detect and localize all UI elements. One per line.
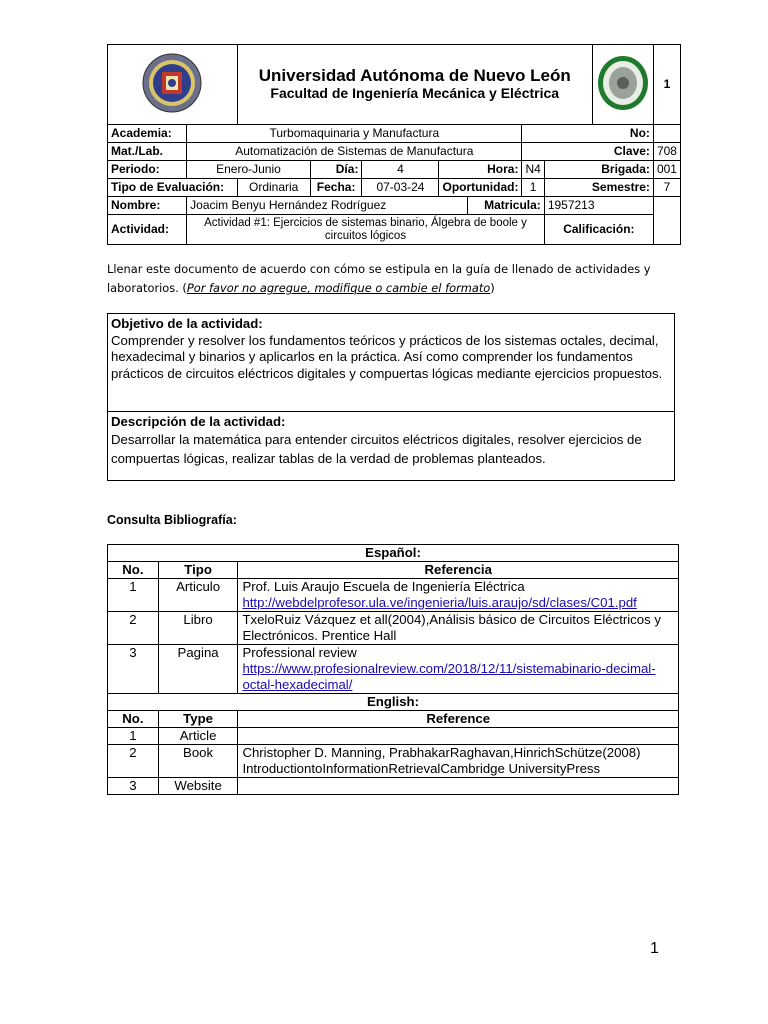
page-number: 1 xyxy=(650,940,659,957)
university-name: Universidad Autónoma de Nuevo León xyxy=(258,66,571,85)
row-no: 3 xyxy=(108,645,159,694)
reference-link[interactable]: http://webdelprofesor.ula.ve/ingenieria/luis.araujo/sd/clases/C01.pdf xyxy=(242,595,637,610)
row-no: 1 xyxy=(108,579,159,612)
table-row xyxy=(108,612,679,645)
spanish-section-title: Español: xyxy=(108,545,679,562)
periodo-value: Enero-Junio xyxy=(187,161,311,179)
dia-label: Día: xyxy=(310,161,362,179)
faculty-name: Facultad de Ingeniería Mecánica y Eléctrica xyxy=(270,85,560,101)
brigada-label: Brigada: xyxy=(544,161,653,179)
semestre-value: 7 xyxy=(653,179,680,197)
english-header-reference: Reference xyxy=(238,711,679,728)
clave-value: 708 xyxy=(653,143,680,161)
nombre-label: Nombre: xyxy=(108,197,187,215)
calificacion-label: Calificación: xyxy=(544,215,653,245)
uanl-seal-cell xyxy=(108,45,238,125)
row-type: Pagina xyxy=(158,645,238,694)
academia-value: Turbomaquinaria y Manufactura xyxy=(187,125,522,143)
fecha-value: 07-03-24 xyxy=(362,179,439,197)
row-type: Website xyxy=(158,778,238,795)
table-row xyxy=(108,645,679,694)
intro-close: ) xyxy=(490,281,495,295)
reference-text: Prof. Luis Araujo Escuela de Ingeniería Eléctrica xyxy=(242,579,525,594)
semestre-label: Semestre: xyxy=(544,179,653,197)
row-reference: Christopher D. Manning, PrabhakarRaghavan,HinrichSchütze(2008) IntroductiontoInformationRetrievalCambridge UniversityPress xyxy=(238,745,679,778)
bibliography-table xyxy=(107,544,679,795)
academia-label: Academia: xyxy=(108,125,187,143)
fime-seal-icon xyxy=(596,54,650,112)
no-label: No: xyxy=(522,125,653,143)
row-type: Articulo xyxy=(158,579,238,612)
reference-link[interactable]: https://www.profesionalreview.com/2018/12/11/sistemabinario-decimal-octal-hexadecimal/ xyxy=(242,661,656,692)
row-type: Book xyxy=(158,745,238,778)
description-title: Descripción de la actividad: xyxy=(111,414,286,429)
intro-italic-note: Por favor no agregue, modifique o cambie el formato xyxy=(186,281,491,295)
spanish-header-no: No. xyxy=(108,562,159,579)
row-type: Libro xyxy=(158,612,238,645)
actividad-value: Actividad #1: Ejercicios de sistemas binario, Álgebra de boole y circuitos lógicos xyxy=(187,215,545,245)
dia-value: 4 xyxy=(362,161,439,179)
calificacion-value xyxy=(653,197,680,245)
oportunidad-value: 1 xyxy=(522,179,544,197)
tipo-evaluacion-label: Tipo de Evaluación: xyxy=(108,179,238,197)
spanish-header-tipo: Tipo xyxy=(158,562,238,579)
brigada-value: 001 xyxy=(653,161,680,179)
header-title-cell xyxy=(237,45,592,125)
intro-paragraph xyxy=(107,260,687,298)
oportunidad-label: Oportunidad: xyxy=(439,179,522,197)
english-header-no: No. xyxy=(108,711,159,728)
hora-value: N4 xyxy=(522,161,544,179)
uanl-seal-icon xyxy=(142,52,202,114)
objective-text: Comprender y resolver los fundamentos teóricos y prácticos de los sistemas octales, decimal, hexadecimal y binarios y aplicarlos en la práctica. Así como comprender los fundamentos prácticos de circuitos eléctricos digitales y compuertas lógicas mediante ejercicios propuestos. xyxy=(111,332,663,381)
english-section-title: English: xyxy=(108,694,679,711)
row-reference xyxy=(238,728,679,745)
row-reference: TxeloRuiz Vázquez et all(2004),Análisis básico de Circuitos Eléctricos y Electrónicos. Prentice Hall xyxy=(238,612,679,645)
objective-box xyxy=(107,313,675,481)
table-row xyxy=(108,778,679,795)
hora-label: Hora: xyxy=(439,161,522,179)
row-reference xyxy=(238,778,679,795)
objective-section xyxy=(108,314,674,411)
nombre-value: Joacim Benyu Hernández Rodríguez xyxy=(187,197,468,215)
description-text: Desarrollar la matemática para entender circuitos eléctricos digitales, resolver ejercicios de compuertas lógicas, realizar tablas de la verdad de problemas planteados. xyxy=(111,432,642,466)
row-reference xyxy=(238,579,679,612)
row-no: 2 xyxy=(108,612,159,645)
table-row xyxy=(108,579,679,612)
row-no: 3 xyxy=(108,778,159,795)
header-table xyxy=(107,44,681,245)
tipo-evaluacion-value: Ordinaria xyxy=(237,179,310,197)
matricula-label: Matricula: xyxy=(468,197,545,215)
row-no: 1 xyxy=(108,728,159,745)
row-reference xyxy=(238,645,679,694)
no-value xyxy=(653,125,680,143)
actividad-label: Actividad: xyxy=(108,215,187,245)
english-header-type: Type xyxy=(158,711,238,728)
row-no: 2 xyxy=(108,745,159,778)
table-row xyxy=(108,745,679,778)
fecha-label: Fecha: xyxy=(310,179,362,197)
description-section xyxy=(108,411,674,480)
matlab-label: Mat./Lab. xyxy=(108,143,187,161)
intro-text: Llenar este documento de acuerdo con cómo se estipula en la guía de llenado de actividades y laboratorios. ( xyxy=(107,262,651,295)
fime-seal-cell xyxy=(592,45,653,125)
reference-text: Professional review xyxy=(242,645,357,660)
row-type: Article xyxy=(158,728,238,745)
objective-title: Objetivo de la actividad: xyxy=(111,316,263,331)
bibliography-label: Consulta Bibliografía: xyxy=(107,513,237,527)
document-number: 1 xyxy=(653,45,680,125)
matlab-value: Automatización de Sistemas de Manufactura xyxy=(187,143,522,161)
table-row xyxy=(108,728,679,745)
spanish-header-referencia: Referencia xyxy=(238,562,679,579)
periodo-label: Periodo: xyxy=(108,161,187,179)
matricula-value: 1957213 xyxy=(544,197,653,215)
clave-label: Clave: xyxy=(522,143,653,161)
